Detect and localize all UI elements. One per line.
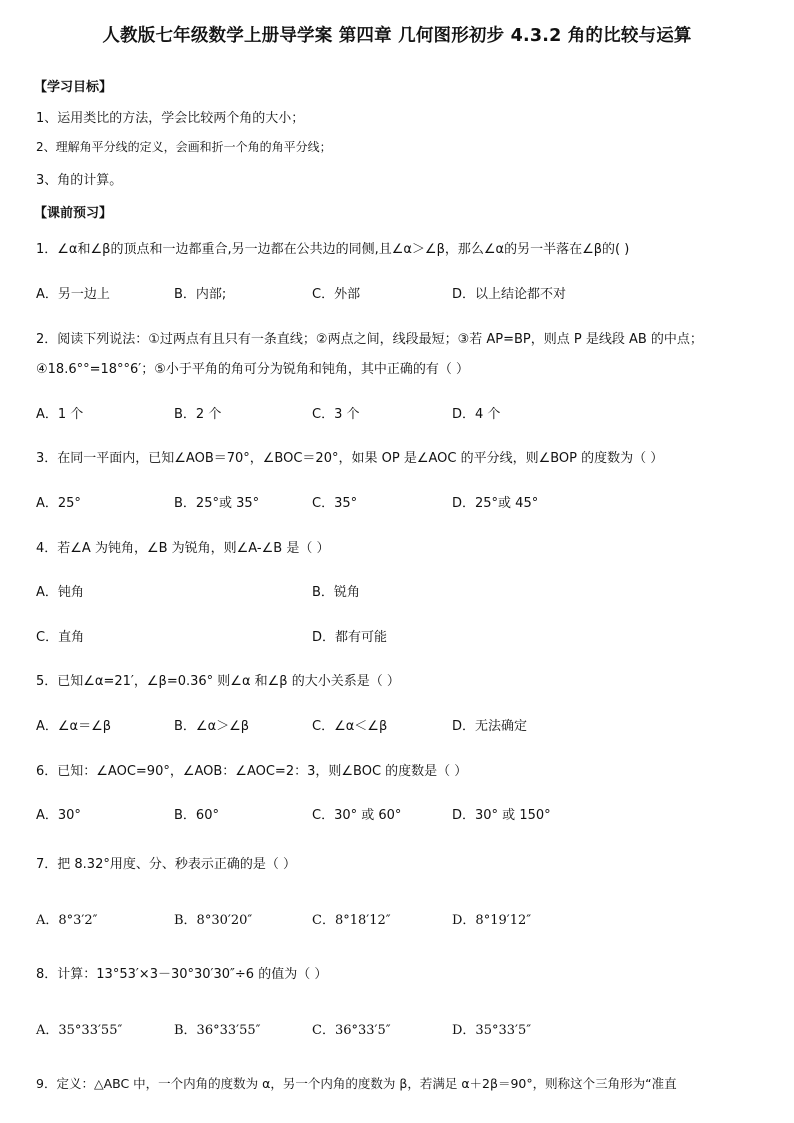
option-b[interactable]: B．36°33′55″ <box>174 1023 261 1038</box>
option-d[interactable]: D．以上结论都不对 <box>452 287 567 302</box>
option-a[interactable]: A．1 个 <box>36 407 84 422</box>
section-header-preview: 【课前预习】 <box>34 206 113 221</box>
option-c[interactable]: C．35° <box>312 496 358 511</box>
option-c[interactable]: C．36°33′5″ <box>312 1023 391 1038</box>
option-b[interactable]: B．2 个 <box>174 407 222 422</box>
option-a[interactable]: A．8°3′2″ <box>36 913 98 928</box>
question-stem: 9．定义：△ABC 中，一个内角的度数为 α，另一个内角的度数为 β，若满足 α＋2β＝90°，则称这个三角形为“准直 <box>36 1076 677 1091</box>
option-d[interactable]: D．25°或 45° <box>452 496 539 511</box>
option-a[interactable]: A．另一边上 <box>36 287 110 302</box>
option-b[interactable]: B．8°30′20″ <box>174 913 253 928</box>
question-stem: 1．∠α和∠β的顶点和一边都重合,另一边都在公共边的同侧,且∠α＞∠β，那么∠α的另一半落在∠β的( ) <box>36 242 630 257</box>
option-b[interactable]: B．锐角 <box>312 585 360 600</box>
option-b[interactable]: B．内部; <box>174 287 227 302</box>
goal-item: 3、角的计算。 <box>36 173 123 188</box>
question-stem: 3．在同一平面内，已知∠AOB＝70°，∠BOC＝20°，如果 OP 是∠AOC 的平分线，则∠BOP 的度数为（ ） <box>36 451 664 466</box>
option-a[interactable]: A．35°33′55″ <box>36 1023 123 1038</box>
option-d[interactable]: D．35°33′5″ <box>452 1023 532 1038</box>
option-b[interactable]: B．25°或 35° <box>174 496 260 511</box>
goal-item: 1、运用类比的方法，学会比较两个角的大小； <box>36 111 305 126</box>
question-stem: 4．若∠A 为钝角，∠B 为锐角，则∠A-∠B 是（ ） <box>36 541 330 556</box>
goal-item: 2、理解角平分线的定义，会画和折一个角的角平分线； <box>36 140 332 154</box>
option-a[interactable]: A．30° <box>36 808 81 823</box>
question-stem: 7．把 8.32°用度、分、秒表示正确的是（ ） <box>36 857 296 872</box>
question-stem-continued: ④18.6°°=18°°6′；⑤小于平角的角可分为锐角和钝角，其中正确的有（ ） <box>36 362 470 377</box>
question-stem: 5．已知∠α=21′，∠β=0.36° 则∠α 和∠β 的大小关系是（ ） <box>36 674 400 689</box>
option-d[interactable]: D．无法确定 <box>452 719 528 734</box>
option-c[interactable]: C．∠α＜∠β <box>312 719 388 734</box>
option-d[interactable]: D．4 个 <box>452 407 501 422</box>
page-title: 人教版七年级数学上册导学案 第四章 几何图形初步 4.3.2 角的比较与运算 <box>102 26 692 46</box>
option-b[interactable]: B．∠α＞∠β <box>174 719 250 734</box>
question-stem: 6．已知：∠AOC=90°，∠AOB：∠AOC=2：3，则∠BOC 的度数是（ ） <box>36 764 468 779</box>
option-c[interactable]: C．30° 或 60° <box>312 808 402 823</box>
option-b[interactable]: B．60° <box>174 808 219 823</box>
option-c[interactable]: C．直角 <box>36 630 85 645</box>
option-a[interactable]: A．25° <box>36 496 81 511</box>
option-d[interactable]: D．30° 或 150° <box>452 808 551 823</box>
option-a[interactable]: A．钝角 <box>36 585 84 600</box>
question-stem: 8．计算：13°53′×3－30°30′30″÷6 的值为（ ） <box>36 967 328 982</box>
option-d[interactable]: D．都有可能 <box>312 630 388 645</box>
option-c[interactable]: C．8°18′12″ <box>312 913 391 928</box>
option-c[interactable]: C．外部 <box>312 287 361 302</box>
option-c[interactable]: C．3 个 <box>312 407 360 422</box>
question-stem: 2．阅读下列说法：①过两点有且只有一条直线；②两点之间，线段最短；③若 AP=BP，则点 P 是线段 AB 的中点； <box>36 332 703 347</box>
option-d[interactable]: D．8°19′12″ <box>452 913 532 928</box>
option-a[interactable]: A．∠α＝∠β <box>36 719 112 734</box>
section-header-goals: 【学习目标】 <box>34 80 113 95</box>
